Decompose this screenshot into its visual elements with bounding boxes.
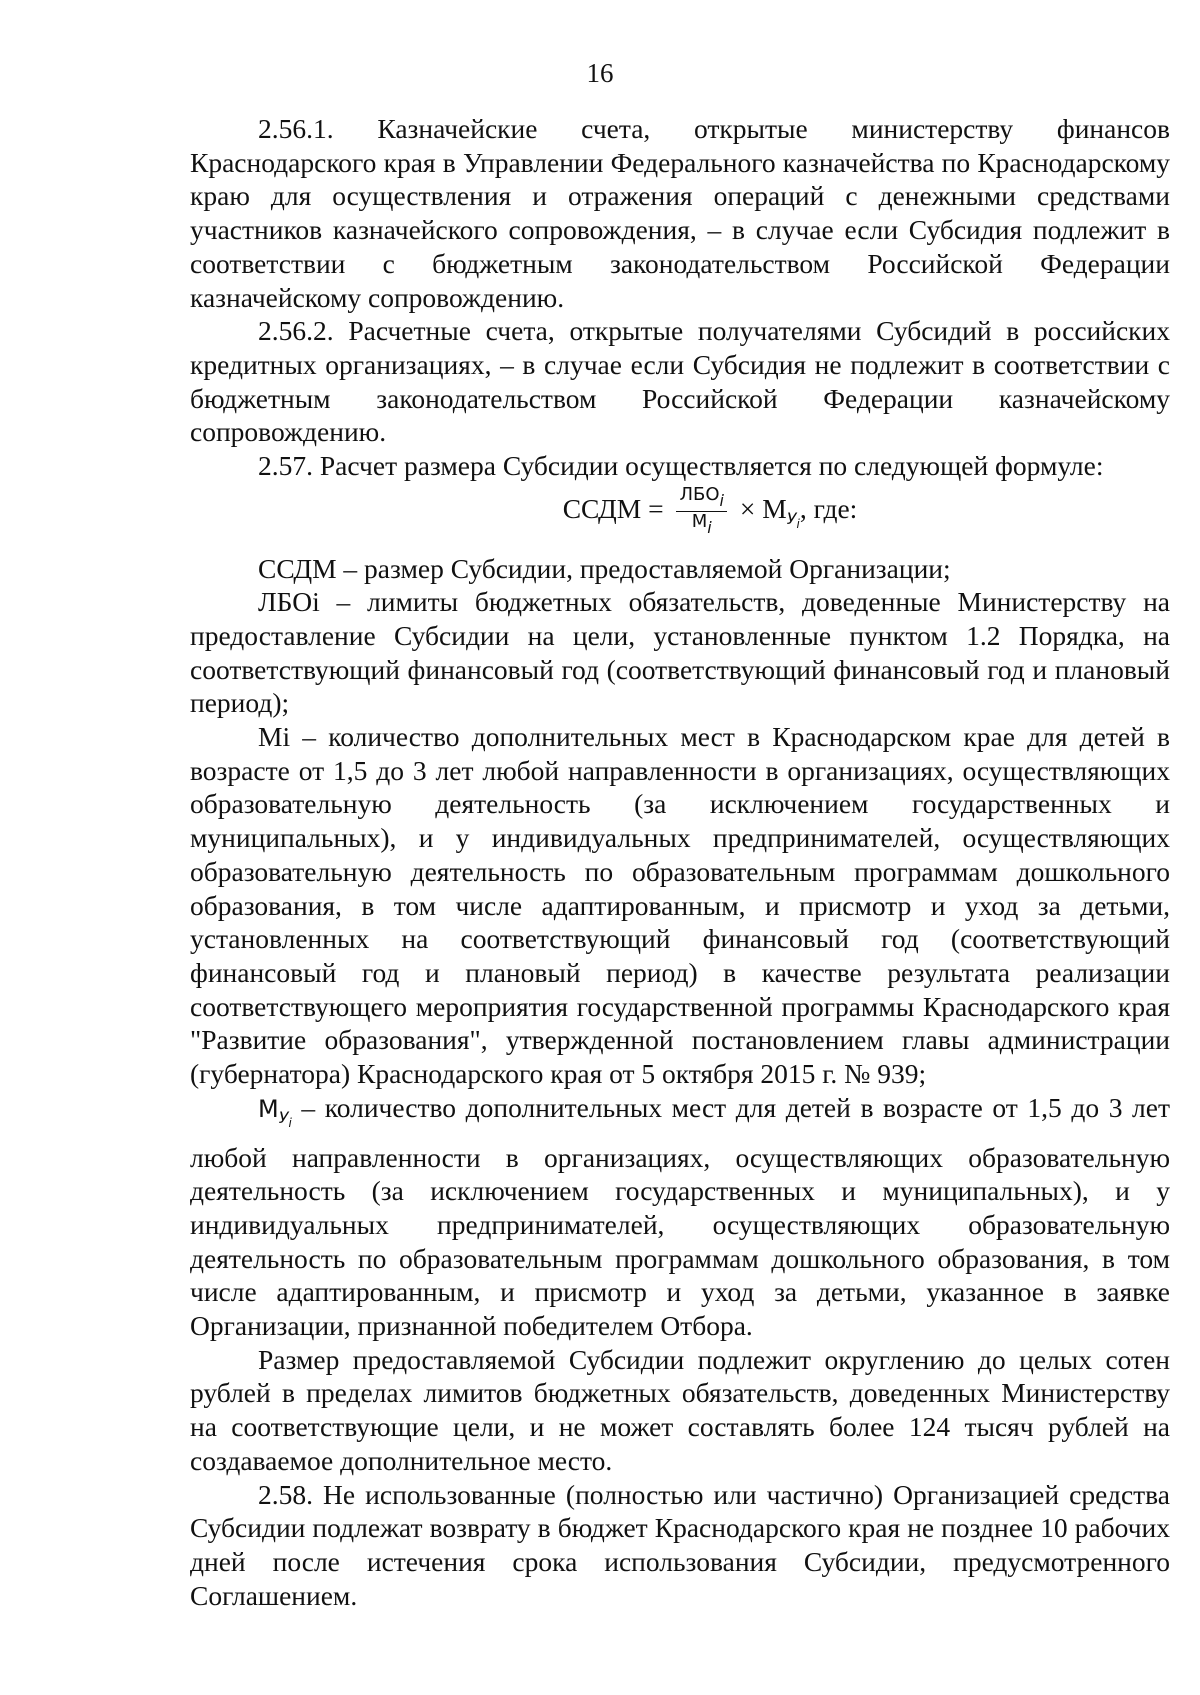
formula-lhs: ССДМ = bbox=[562, 492, 671, 524]
formula-denominator: Мi bbox=[691, 510, 712, 537]
definition-mi: Mi – количество дополнительных мест в Краснодарском крае для детей в возрасте от 1,5 до 3 лет любой направленности в организациях, осуществляющих образовательную деятельность (за исключением государственных и муниципальных), и у индивидуальных предпринимателей, осуществляющих образовательную деятельность по образовательным программам дошкольного образования, в том числе адаптированным, и присмотр и уход за детьми, установленных на соответствующий финансовый год (соответствующий финансовый год и плановый период) в качестве результата реализации соответствующего мероприятия государственной программы Краснодарского края "Развитие образования", утвержденной постановлением главы администрации (губернатора) Краснодарского края от 5 октября 2015 г. № 939; bbox=[190, 721, 1170, 1090]
definition-ssdm: ССДМ – размер Субсидии, предоставляемой Организации; bbox=[258, 552, 951, 584]
paragraph-2-58: 2.58. Не использованные (полностью или частично) Организацией средства Субсидии подлежат возврату в бюджет Краснодарского края не позднее 10 рабочих дней после истечения срока использования Субсидии, предусмотренного Соглашением. bbox=[190, 1478, 1170, 1611]
paragraph-rounding: Размер предоставляемой Субсидии подлежит округлению до целых сотен рублей в пределах лимитов бюджетных обязательств, доведенных Министерству на соответствующие цели, и не может составлять более 124 тысяч рублей на создаваемое дополнительное место. bbox=[190, 1343, 1170, 1476]
paragraph-2-56-2: 2.56.2. Расчетные счета, открытые получателями Субсидий в российских кредитных организациях, – в случае если Субсидия не подлежит в соответствии с бюджетным законодательством Российской Федерации казначейскому сопровождению. bbox=[190, 315, 1170, 448]
formula-fraction bbox=[676, 485, 727, 538]
paragraph-2-56-1: 2.56.1. Казначейские счета, открытые министерству финансов Краснодарского края в Управлении Федерального казначейства по Краснодарскому краю для осуществления и отражения операций с денежными средствами участников казначейского сопровождения, – в случае если Субсидия подлежит в соответствии с бюджетным законодательством Российской Федерации казначейскому сопровождению. bbox=[190, 113, 1170, 313]
subsidy-formula bbox=[190, 485, 1170, 546]
document-body bbox=[190, 112, 1170, 1612]
paragraph-2-57: 2.57. Расчет размера Субсидии осуществляется по следующей формуле: bbox=[258, 450, 1104, 482]
formula-factor: × $М_{Уi}$ bbox=[733, 492, 800, 531]
definition-lbo: ЛБОi – лимиты бюджетных обязательств, доведенные Министерству на предоставление Субсидии на цели, установленные пунктом 1.2 Порядка, на соответствующий финансовый год (соответствующий финансовый год и плановый период); bbox=[190, 586, 1170, 719]
formula-tail: , где: bbox=[799, 492, 858, 524]
page-number: 16 bbox=[586, 58, 614, 88]
definition-myi-text: – количество дополнительных мест для детей в возрасте от 1,5 до 3 лет любой направленности в организациях, осуществляющих образовательную деятельность (за исключением государственных и муниципальных), и у индивидуальных предпринимателей, осуществляющих образовательную деятельность по образовательным программам дошкольного образования, в том числе адаптированным, и присмотр и уход за детьми, указанное в заявке Организации, признанной победителем Отбора. bbox=[190, 1091, 1170, 1342]
definition-myi bbox=[190, 1091, 1170, 1343]
formula-numerator: ЛБОi bbox=[676, 485, 727, 512]
myi-symbol: $М_{Уi}$ bbox=[258, 1094, 292, 1130]
